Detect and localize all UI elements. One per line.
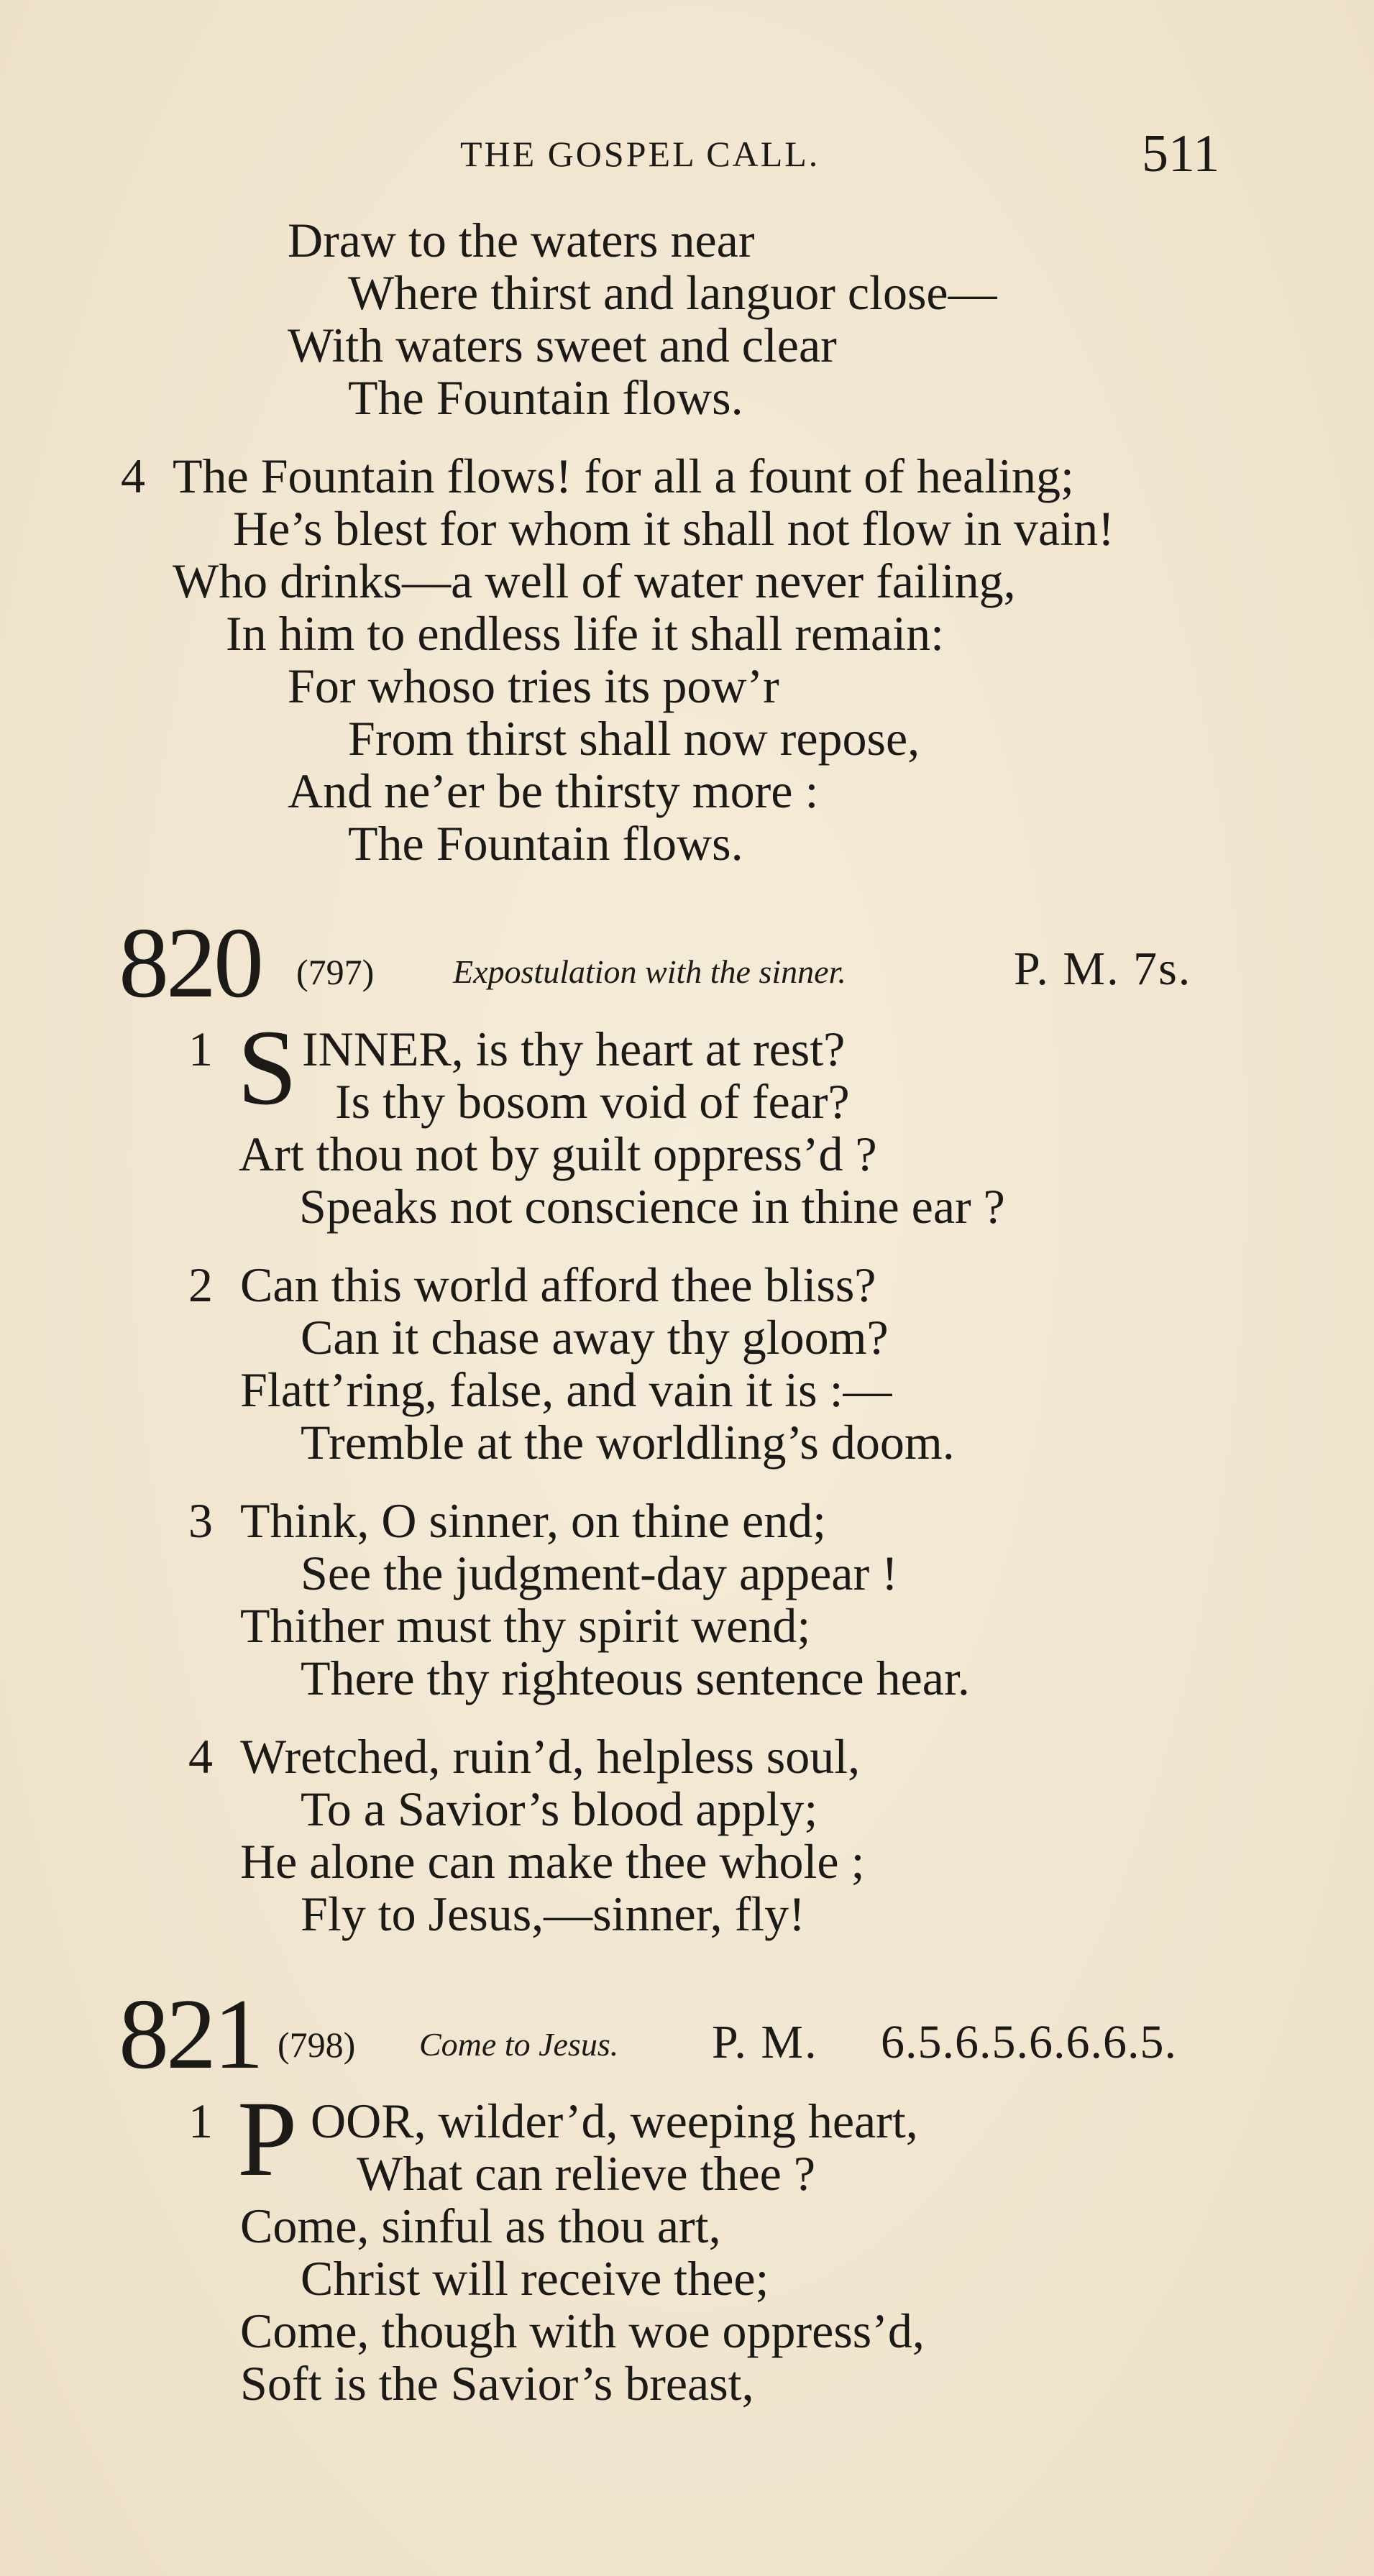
verse-line: What can relieve thee ? xyxy=(357,2146,816,2201)
verse-line: Tremble at the worldling’s doom. xyxy=(301,1415,955,1470)
verse-line: Fly to Jesus,—sinner, fly! xyxy=(301,1887,805,1941)
hymn-meter: P. M. xyxy=(712,2016,818,2068)
hymn-subject: Come to Jesus. xyxy=(419,2026,619,2063)
verse-number: 1 xyxy=(188,2094,213,2148)
verse-line: The Fountain flows. xyxy=(348,370,743,425)
hymn-subject: Expostulation with the sinner. xyxy=(453,953,846,990)
verse-line: See the judgment-day appear ! xyxy=(301,1546,898,1600)
verse-number: 1 xyxy=(188,1022,213,1076)
verse-line: Think, O sinner, on thine end; xyxy=(240,1493,827,1548)
verse-line: Flatt’ring, false, and vain it is :— xyxy=(240,1362,892,1417)
verse-line: To a Savior’s blood apply; xyxy=(301,1782,818,1836)
verse-line: There thy righteous sentence hear. xyxy=(301,1651,970,1705)
verse-line: Art thou not by guilt oppress’d ? xyxy=(239,1127,877,1181)
verse-line: Can it chase away thy gloom? xyxy=(301,1310,889,1365)
verse-line: Who drinks—a well of water never failing, xyxy=(173,554,1016,608)
verse-line: OOR, wilder’d, weeping heart, xyxy=(311,2094,918,2148)
verse-line: Is thy bosom void of fear? xyxy=(335,1074,850,1129)
verse-line: Christ will receive thee; xyxy=(301,2251,769,2306)
verse-line: He’s blest for whom it shall not flow in vain! xyxy=(233,501,1114,556)
verse-line: Soft is the Savior’s breast, xyxy=(240,2356,754,2411)
running-title: THE GOSPEL CALL. xyxy=(460,134,820,174)
verse-line: From thirst shall now repose, xyxy=(348,711,920,766)
verse-line: Where thirst and languor close— xyxy=(348,265,997,320)
verse-line: He alone can make thee whole ; xyxy=(240,1834,865,1889)
verse-number: 4 xyxy=(121,449,145,503)
verse-number: 4 xyxy=(188,1729,213,1784)
verse-line: The Fountain flows. xyxy=(348,816,743,871)
verse-number: 3 xyxy=(188,1493,213,1548)
alt-hymn-number: (797) xyxy=(296,952,375,992)
verse-number: 2 xyxy=(188,1257,213,1312)
verse-line: Draw to the waters near xyxy=(288,213,755,267)
alt-hymn-number: (798) xyxy=(278,2025,356,2065)
drop-cap: P xyxy=(237,2079,298,2199)
verse-line: With waters sweet and clear xyxy=(288,318,837,372)
hymn-number: 820 xyxy=(119,907,261,1019)
hymn-number: 821 xyxy=(119,1979,261,2090)
verse-line: Thither must thy spirit wend; xyxy=(240,1598,811,1653)
hymn-meter: P. M. 7s. xyxy=(1014,943,1192,995)
page-number: 511 xyxy=(1142,124,1220,183)
verse-line: In him to endless life it shall remain: xyxy=(226,606,945,661)
verse-line: Come, sinful as thou art, xyxy=(240,2199,721,2253)
verse-line: The Fountain flows! for all a fount of healing; xyxy=(173,449,1074,503)
verse-line: Wretched, ruin’d, helpless soul, xyxy=(240,1729,861,1784)
verse-line: For whoso tries its pow’r xyxy=(288,659,779,713)
drop-cap: S xyxy=(237,1008,298,1127)
verse-line: INNER, is thy heart at rest? xyxy=(302,1022,846,1076)
verse-line: Speaks not conscience in thine ear ? xyxy=(299,1179,1005,1234)
verse-line: Come, though with woe oppress’d, xyxy=(240,2304,925,2358)
verse-line: Can this world afford thee bliss? xyxy=(240,1257,876,1312)
verse-line: And ne’er be thirsty more : xyxy=(288,764,819,818)
hymn-meter-numbers: 6.5.6.5.6.6.6.5. xyxy=(881,2016,1177,2068)
